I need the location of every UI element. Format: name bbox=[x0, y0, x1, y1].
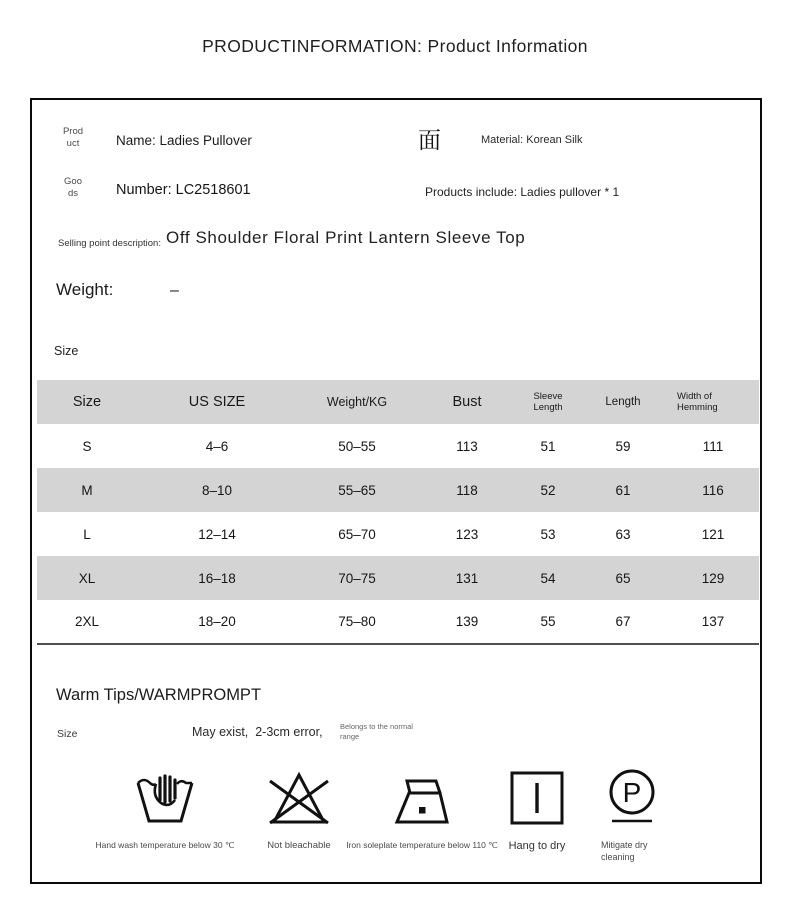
table-cell: 137 bbox=[667, 600, 759, 644]
goods-number: Number: LC2518601 bbox=[116, 182, 251, 198]
care-caption: Hand wash temperature below 30 ℃ bbox=[95, 840, 235, 850]
care-item-hang-to-dry bbox=[492, 762, 582, 852]
size-note-label: Size bbox=[57, 728, 78, 740]
table-cell: 55 bbox=[517, 600, 579, 644]
table-cell: 63 bbox=[615, 526, 631, 542]
table-cell: XL bbox=[78, 570, 96, 586]
table-cell: 67 bbox=[579, 600, 667, 644]
table-cell: 116 bbox=[702, 482, 724, 498]
table-cell: 2XL bbox=[37, 600, 137, 644]
header-weight-kg: Weight/KG bbox=[326, 395, 388, 409]
table-cell: 8–10 bbox=[201, 482, 233, 498]
table-cell: L bbox=[83, 526, 91, 542]
care-caption: Not bleachable bbox=[267, 840, 331, 851]
care-item-iron bbox=[346, 762, 498, 851]
header-width-of-hemming: Width of Hemming bbox=[677, 390, 718, 413]
care-caption: Hang to dry bbox=[508, 840, 566, 852]
selling-point-text: Off Shoulder Floral Print Lantern Sleeve Top bbox=[166, 228, 526, 247]
weight-label: Weight: bbox=[56, 280, 114, 299]
table-cell: 53 bbox=[540, 526, 556, 542]
header-sleeve-length: Sleeve Length bbox=[533, 390, 563, 413]
table-cell: 65 bbox=[615, 570, 631, 586]
table-cell: 123 bbox=[455, 526, 479, 542]
products-include: Products include: Ladies pullover * 1 bbox=[425, 185, 620, 199]
size-table-header-row bbox=[37, 380, 759, 424]
iron-icon bbox=[388, 762, 456, 834]
size-row-2xl bbox=[37, 600, 759, 644]
goods-row-label: Goo ds bbox=[64, 176, 82, 200]
selling-point-label: Selling point description: bbox=[58, 238, 161, 249]
table-cell: 4–6 bbox=[205, 438, 229, 454]
table-cell: 61 bbox=[615, 482, 631, 498]
care-item-hand-wash bbox=[95, 762, 235, 851]
size-table bbox=[37, 380, 759, 645]
size-row-m bbox=[37, 468, 759, 512]
material-text: Material: Korean Silk bbox=[481, 134, 583, 146]
do-not-bleach-icon bbox=[267, 762, 331, 834]
size-row-l bbox=[37, 512, 759, 556]
size-row-xl bbox=[37, 556, 759, 600]
product-info-box bbox=[30, 98, 762, 884]
table-cell: 121 bbox=[701, 526, 725, 542]
care-caption: Mitigate dry cleaning bbox=[601, 840, 648, 862]
size-row-s bbox=[37, 424, 759, 468]
size-note-text: May exist, 2-3cm error, bbox=[192, 725, 323, 739]
warm-tips-title: Warm Tips/WARMPROMPT bbox=[56, 686, 262, 704]
table-cell: 18–20 bbox=[137, 600, 297, 644]
header-length: Length bbox=[605, 396, 641, 408]
care-item-do-not-bleach bbox=[249, 762, 349, 851]
care-item-dry-clean bbox=[582, 762, 682, 863]
dry-clean-icon bbox=[603, 762, 661, 834]
header-bust: Bust bbox=[452, 394, 482, 410]
table-cell: 52 bbox=[540, 482, 556, 498]
header-size: Size bbox=[72, 394, 102, 410]
table-cell: 55–65 bbox=[338, 482, 376, 498]
hang-to-dry-icon bbox=[508, 762, 566, 834]
table-cell: 118 bbox=[456, 482, 478, 498]
table-cell: 70–75 bbox=[338, 570, 376, 586]
table-cell: 54 bbox=[540, 570, 556, 586]
table-cell: 12–14 bbox=[198, 526, 236, 542]
table-cell: 50–55 bbox=[338, 438, 376, 454]
material-cjk-char: 面 bbox=[418, 127, 441, 153]
table-cell: 75–80 bbox=[297, 600, 417, 644]
table-cell: 16–18 bbox=[198, 570, 236, 586]
table-cell: 131 bbox=[455, 570, 479, 586]
hand-wash-icon bbox=[133, 762, 197, 834]
product-name: Name: Ladies Pullover bbox=[116, 133, 252, 148]
table-cell: 65–70 bbox=[338, 526, 376, 542]
table-cell: M bbox=[81, 482, 93, 498]
table-cell: 139 bbox=[417, 600, 517, 644]
table-cell: S bbox=[82, 438, 92, 454]
product-row-label: Prod uct bbox=[62, 126, 84, 150]
page-title: PRODUCTINFORMATION: Product Information bbox=[202, 36, 588, 56]
care-caption: Iron soleplate temperature below 110 ℃ bbox=[346, 840, 498, 850]
table-cell: 51 bbox=[540, 438, 556, 454]
table-cell: 129 bbox=[701, 570, 725, 586]
table-cell: 111 bbox=[702, 438, 724, 454]
weight-value: – bbox=[170, 282, 179, 299]
care-instructions-row bbox=[32, 762, 764, 863]
svg-text:P: P bbox=[622, 777, 642, 808]
size-section-label: Size bbox=[54, 344, 79, 358]
table-cell: 59 bbox=[615, 438, 631, 454]
table-cell: 113 bbox=[456, 438, 478, 454]
header-us-size: US SIZE bbox=[188, 394, 246, 410]
size-note-range: Belongs to the normal range bbox=[340, 722, 413, 741]
